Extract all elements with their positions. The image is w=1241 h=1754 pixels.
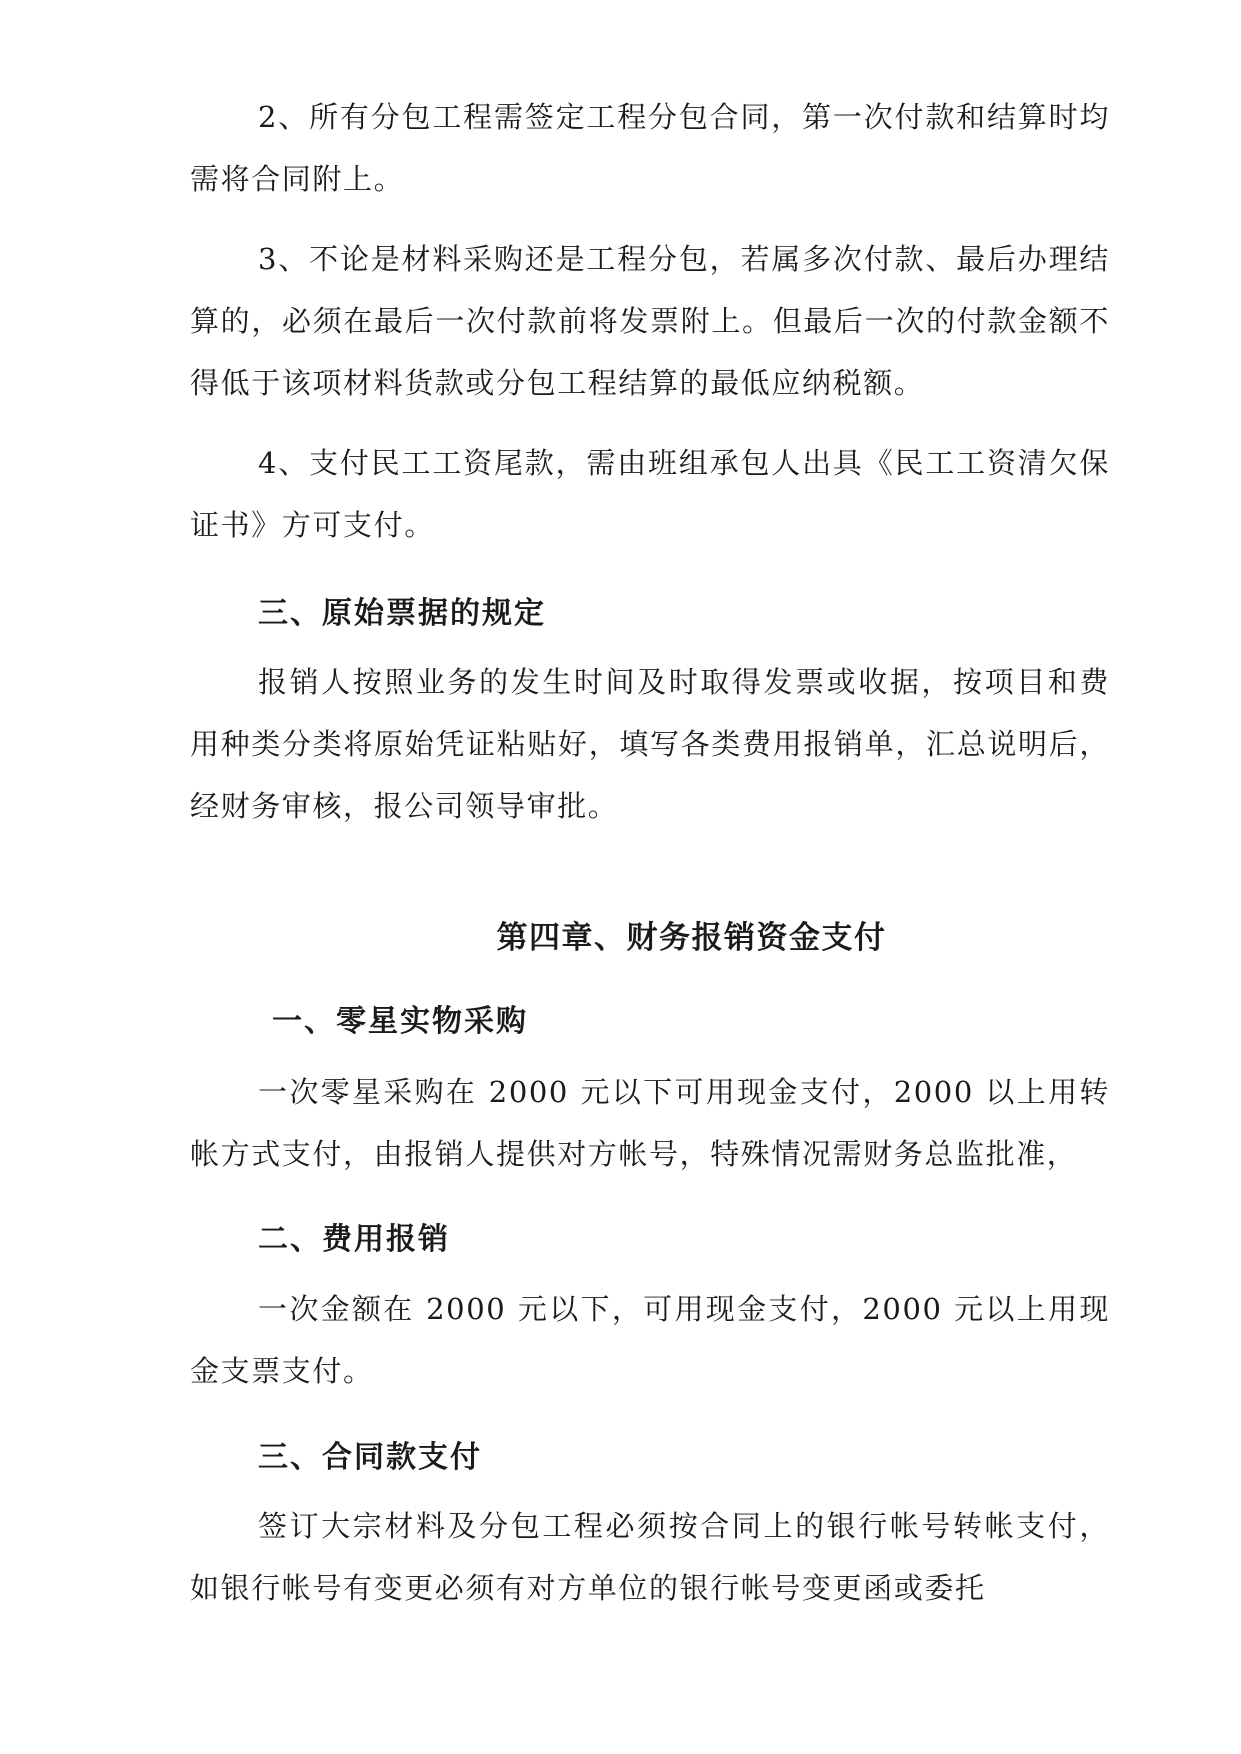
paragraph-migrant-wage-balance: 4、支付民工工资尾款，需由班组承包人出具《民工工资清欠保证书》方可支付。: [190, 446, 1110, 542]
section-heading-expense-reimbursement: 二、费用报销: [258, 1222, 450, 1257]
paragraph-petty-purchase-rule: 一次零星采购在 2000 元以下可用现金支付，2000 以上用转帐方式支付，由报销人提供对方帐号，特殊情况需财务总监批准，: [190, 1075, 1110, 1171]
section-heading-petty-purchase: 一、零星实物采购: [272, 1004, 528, 1039]
section-heading-contract-payment: 三、合同款支付: [258, 1440, 482, 1475]
paragraph-subcontract-contract: 2、所有分包工程需签定工程分包合同，第一次付款和结算时均需将合同附上。: [190, 100, 1110, 196]
paragraph-contract-payment-rule: 签订大宗材料及分包工程必须按合同上的银行帐号转帐支付，如银行帐号有变更必须有对方单位的银行帐号变更函或委托: [190, 1509, 1110, 1605]
paragraph-expense-rule: 一次金额在 2000 元以下，可用现金支付，2000 元以上用现金支票支付。: [190, 1292, 1110, 1388]
chapter-title: 第四章、财务报销资金支付: [496, 920, 887, 956]
paragraph-invoice-before-final-payment: 3、不论是材料采购还是工程分包，若属多次付款、最后办理结算的，必须在最后一次付款前将发票附上。但最后一次的付款金额不得低于该项材料货款或分包工程结算的最低应纳税额。: [190, 242, 1110, 400]
section-heading-original-receipts: 三、原始票据的规定: [258, 596, 546, 631]
paragraph-receipt-procedure: 报销人按照业务的发生时间及时取得发票或收据，按项目和费用种类分类将原始凭证粘贴好，填写各类费用报销单，汇总说明后，经财务审核，报公司领导审批。: [190, 665, 1110, 823]
